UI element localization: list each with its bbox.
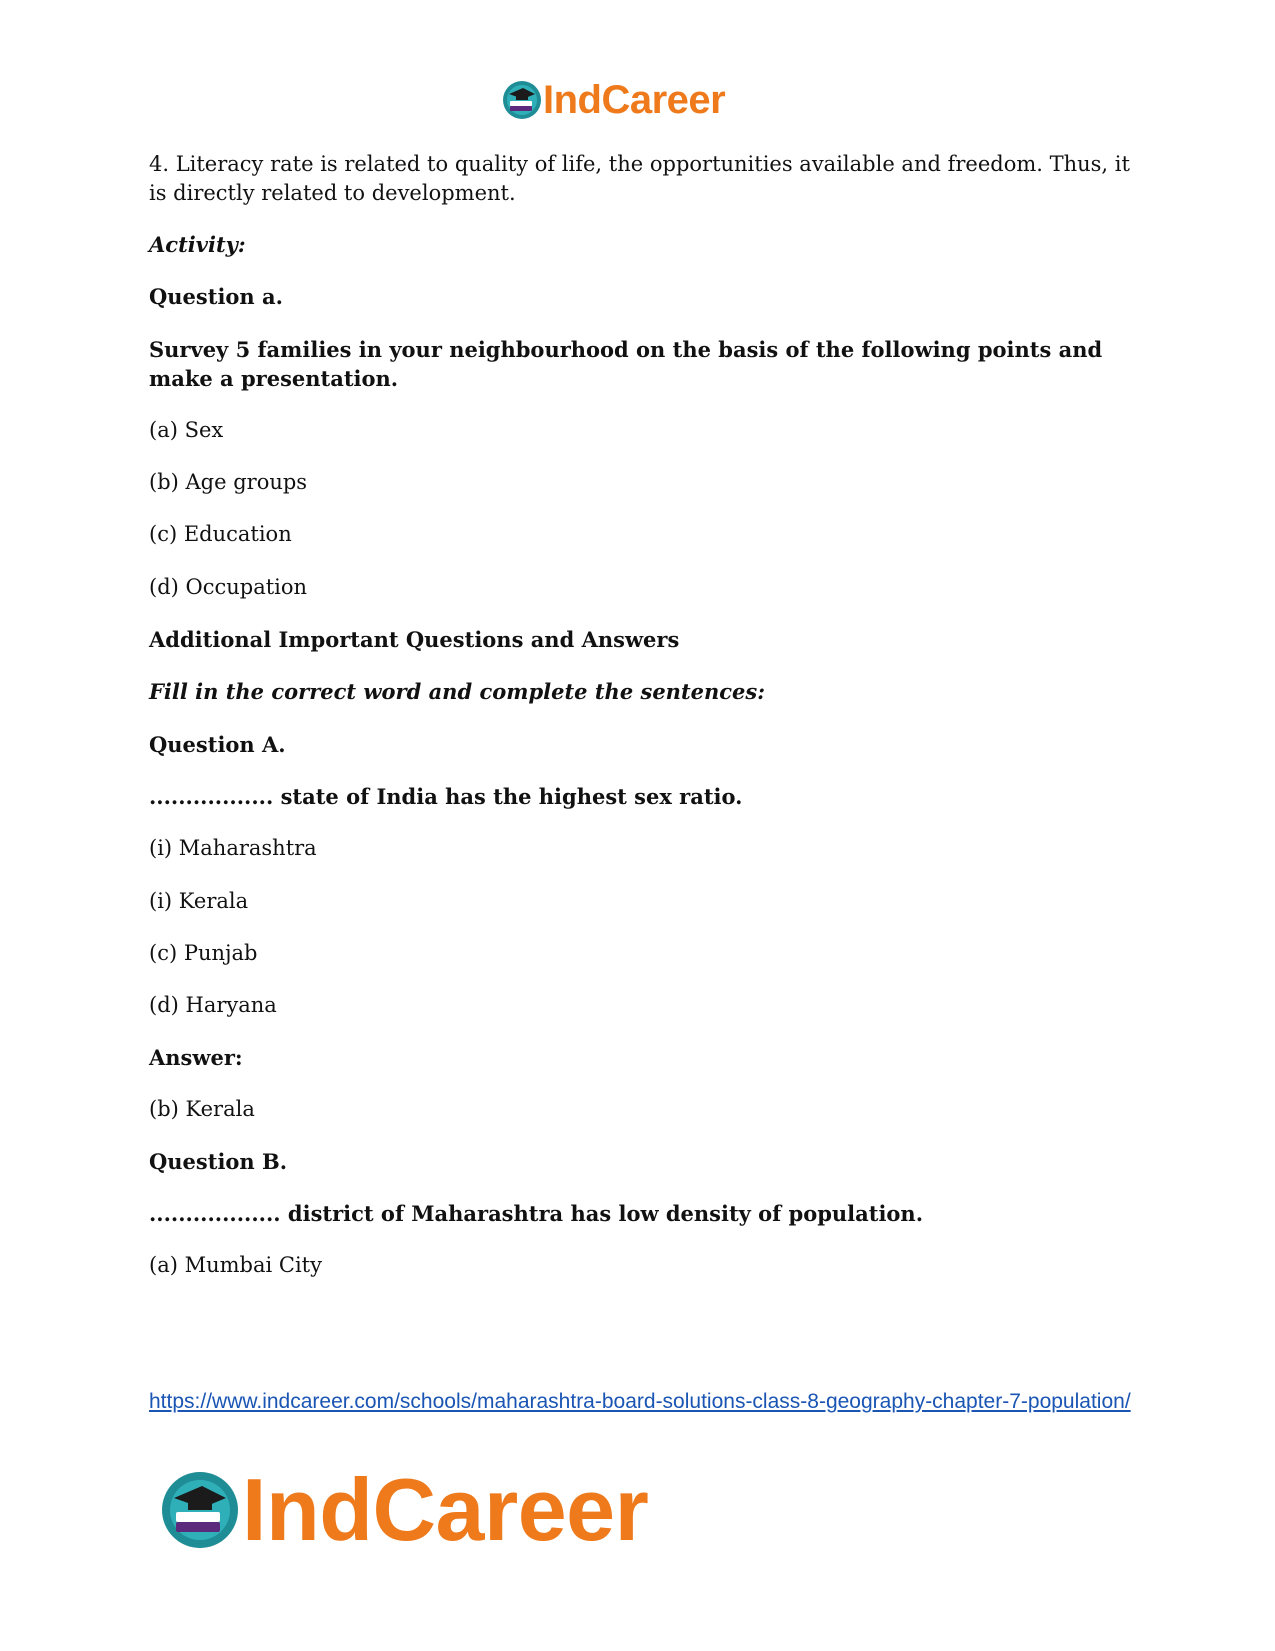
footer-logo-text: IndCareer bbox=[242, 1460, 649, 1559]
question-a-label: Question a. bbox=[149, 284, 283, 309]
point-sex: (a) Sex bbox=[149, 418, 224, 442]
indcareer-emblem-icon bbox=[502, 80, 542, 120]
option-punjab: (c) Punjab bbox=[149, 941, 258, 965]
footer-logo bbox=[160, 1460, 649, 1559]
option-haryana: (d) Haryana bbox=[149, 993, 277, 1017]
fill-heading: Fill in the correct word and complete the sentences: bbox=[149, 679, 765, 704]
point-occupation: (d) Occupation bbox=[149, 575, 308, 599]
indcareer-emblem-icon bbox=[160, 1470, 240, 1550]
point-age-groups: (b) Age groups bbox=[149, 470, 308, 494]
answer-A: (b) Kerala bbox=[149, 1097, 255, 1121]
question-B-text: .................. district of Maharashtra has low density of population. bbox=[149, 1201, 924, 1226]
question-B-label: Question B. bbox=[149, 1149, 288, 1174]
source-url-link[interactable]: https://www.indcareer.com/schools/maharashtra-board-solutions-class-8-geography-chapter-7-population/ bbox=[149, 1390, 1131, 1413]
option-maharashtra: (i) Maharashtra bbox=[149, 836, 317, 860]
header-logo bbox=[502, 80, 725, 120]
point-education: (c) Education bbox=[149, 522, 292, 546]
option-kerala: (i) Kerala bbox=[149, 889, 249, 913]
question-a-text: Survey 5 families in your neighbourhood on the basis of the following points and make a presentation. bbox=[149, 337, 1103, 391]
question-A-label: Question A. bbox=[149, 732, 286, 757]
header-logo-text: IndCareer bbox=[543, 78, 726, 122]
answer-label: Answer: bbox=[149, 1045, 243, 1070]
question-A-text: ................. state of India has the highest sex ratio. bbox=[149, 784, 743, 809]
paragraph-4: 4. Literacy rate is related to quality of life, the opportunities available and freedom. Thus, it is directly related to development. bbox=[149, 152, 1130, 205]
activity-heading: Activity: bbox=[149, 232, 246, 257]
additional-heading: Additional Important Questions and Answers bbox=[149, 627, 680, 652]
option-mumbai-city: (a) Mumbai City bbox=[149, 1253, 322, 1277]
